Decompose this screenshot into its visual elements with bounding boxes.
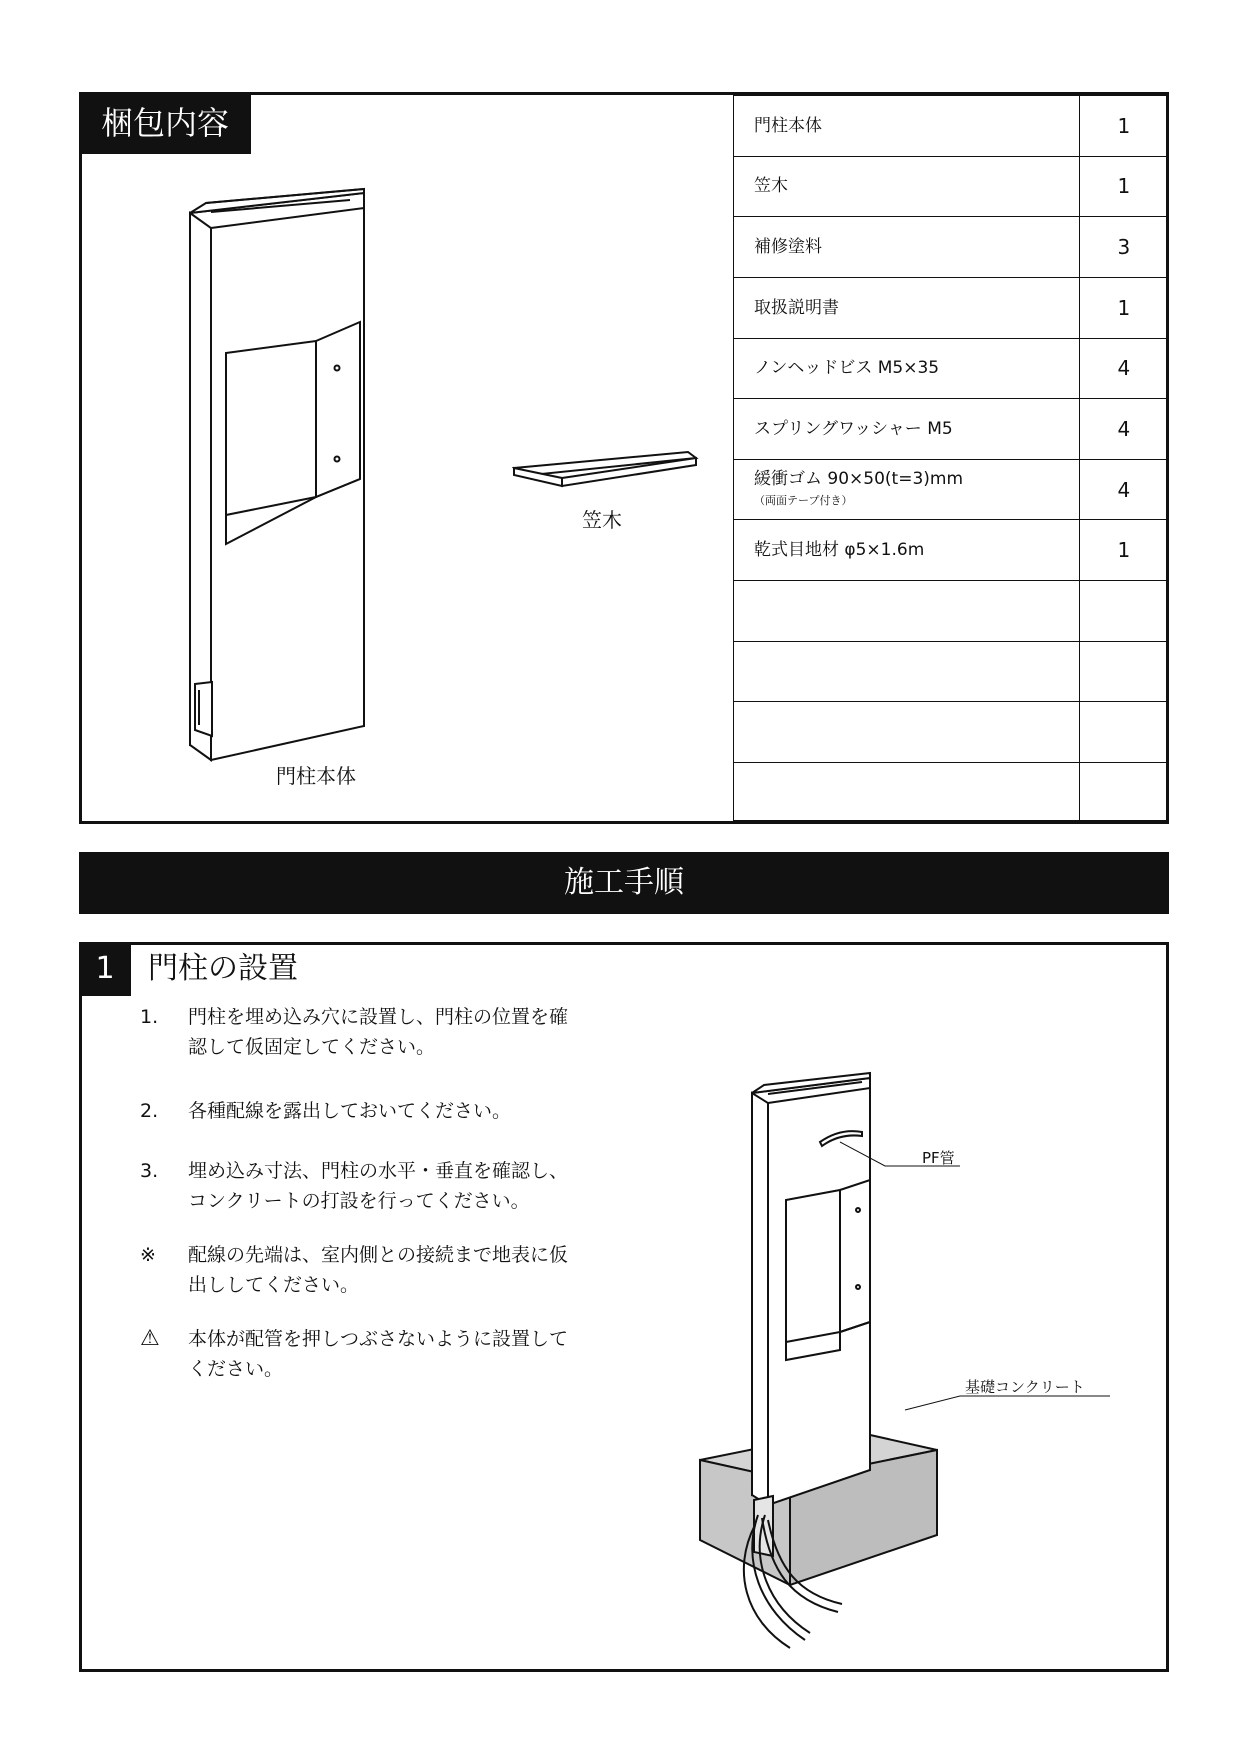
instruction-marker: ※ (140, 1244, 156, 1266)
step1-title: 門柱の設置 (148, 951, 298, 986)
warning-icon: ⚠ (140, 1326, 160, 1351)
package-item-qty: 4 (1079, 459, 1168, 520)
package-item-name-text: スプリングワッシャー M5 (754, 418, 953, 439)
package-item-name-text: 緩衝ゴム 90×50(t=3)mm (754, 468, 964, 489)
instruction-marker: 3. (140, 1160, 159, 1182)
package-contents-title: 梱包内容 (79, 92, 251, 154)
instruction-text-line2: ください。 (188, 1358, 284, 1380)
package-item-qty: 4 (1079, 338, 1168, 399)
package-item-qty: 3 (1079, 217, 1168, 278)
instruction-text-line1: 各種配線を露出しておいてください。 (188, 1100, 512, 1122)
package-item-qty: 4 (1079, 399, 1168, 460)
package-item-note: （両面テープ付き） (754, 493, 853, 507)
instruction-marker: 1. (140, 1006, 159, 1028)
package-item-qty: 1 (1079, 277, 1168, 338)
instruction-marker: 2. (140, 1100, 159, 1122)
package-item-qty: 1 (1079, 156, 1168, 217)
instruction-text-line2: コンクリートの打設を行ってください。 (188, 1190, 530, 1212)
pillar-label: 門柱本体 (276, 764, 356, 788)
instruction-text-line2: 認して仮固定してください。 (188, 1036, 436, 1058)
cap-label: 笠木 (582, 508, 622, 532)
package-item-qty: 1 (1079, 520, 1168, 581)
instruction-text-line2: 出ししてください。 (188, 1274, 360, 1296)
instruction-text-line1: 本体が配管を押しつぶさないように設置して (188, 1328, 569, 1350)
instruction-text-line1: 配線の先端は、室内側との接続まで地表に仮 (188, 1244, 569, 1266)
package-item-name-text: 乾式目地材 φ5×1.6m (754, 540, 925, 561)
foundation-concrete-label: 基礎コンクリート (965, 1378, 1085, 1396)
instruction-text-line1: 埋め込み寸法、門柱の水平・垂直を確認し、 (188, 1160, 569, 1182)
package-item-name-text: ノンヘッドビス M5×35 (754, 358, 940, 379)
step1-number: 1 (79, 942, 131, 996)
package-item-qty: 1 (1079, 96, 1168, 157)
pf-pipe-label: PF管 (922, 1149, 955, 1167)
package-item-name-text: 門柱本体 (754, 115, 822, 136)
package-item-name-text: 補修塗料 (754, 237, 822, 258)
package-item-name-text: 取扱説明書 (754, 297, 839, 318)
instruction-text-line1: 門柱を埋め込み穴に設置し、門柱の位置を確 (188, 1006, 569, 1028)
procedure-title: 施工手順 (79, 852, 1169, 914)
package-item-name-text: 笠木 (754, 176, 788, 197)
